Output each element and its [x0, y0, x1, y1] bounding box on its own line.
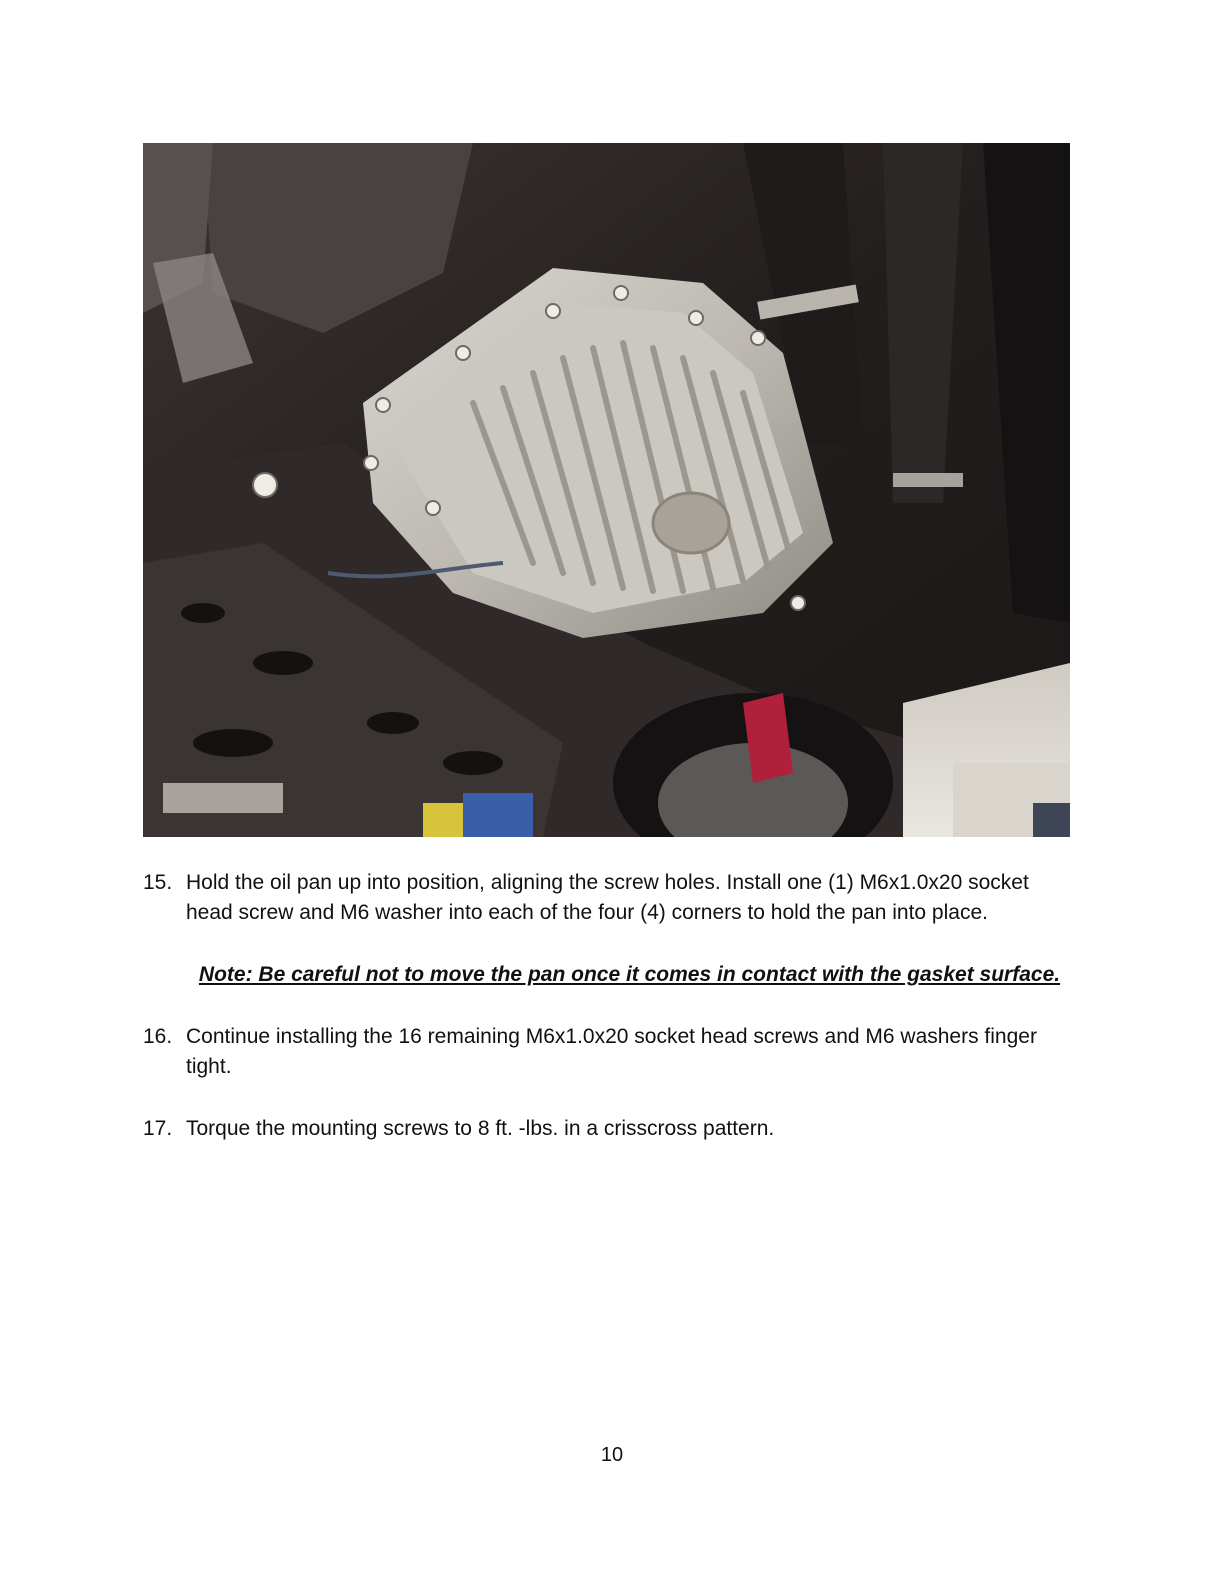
step-text: Torque the mounting screws to 8 ft. -lbs. in a crisscross pattern. — [186, 1117, 775, 1140]
page-number: 10 — [600, 1444, 624, 1466]
step-number: 16. — [143, 1025, 173, 1048]
caution-note: Note: Be careful not to move the pan once it comes in contact with the gasket surface. — [198, 963, 1061, 986]
step-number: 17. — [143, 1117, 173, 1140]
step-text: Hold the oil pan up into position, aligning the screw holes. Install one (1) M6x1.0x20 socket head screw and M6 washer into each of the four (4) corners to hold the pan into place. — [186, 871, 1029, 924]
instruction-steps — [143, 868, 1073, 1144]
step-15 — [143, 868, 1073, 928]
step-17 — [143, 1114, 1073, 1144]
oil-pan-photo — [143, 143, 1070, 837]
step-number: 15. — [143, 871, 173, 894]
step-text: Continue installing the 16 remaining M6x1.0x20 socket head screws and M6 washers finger tight. — [186, 1025, 1037, 1078]
step-16 — [143, 1022, 1073, 1082]
